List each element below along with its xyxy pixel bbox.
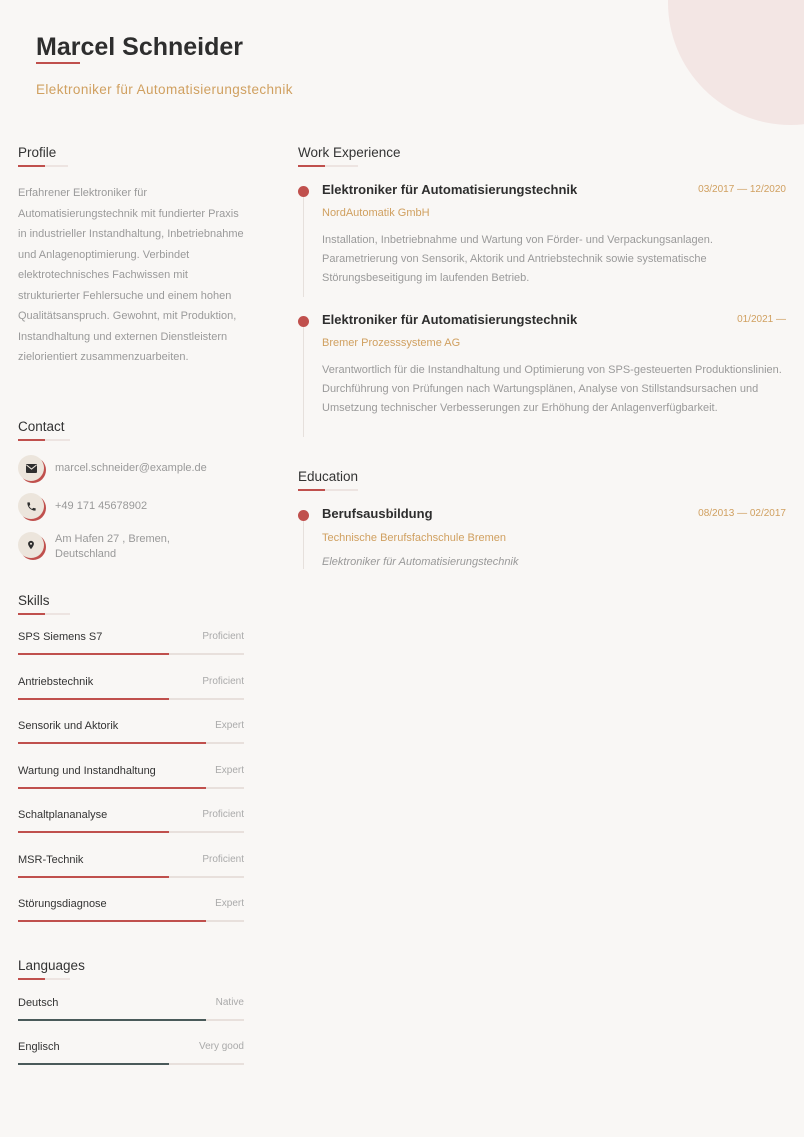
language-level: Very good <box>198 1041 244 1052</box>
contact-address-row <box>18 532 225 562</box>
language-bar-track <box>18 1019 244 1021</box>
skill-name: MSR-Technik <box>18 853 84 866</box>
skill-bar-track <box>18 876 244 878</box>
job-company: NordAutomatik GmbH <box>322 207 430 219</box>
timeline-line <box>303 521 304 569</box>
job-title: Elektroniker für Automatisierungstechnik <box>322 312 578 327</box>
timeline-line <box>303 197 304 297</box>
language-level: Native <box>215 997 244 1008</box>
job-date: 03/2017 — 12/2020 <box>698 184 786 195</box>
email-link[interactable]: marcel.schneider@example.de <box>55 462 207 474</box>
skill-bar-fill <box>18 742 206 744</box>
name-underline <box>36 62 80 64</box>
skills-heading: Skills <box>18 593 50 608</box>
language-bar-track <box>18 1063 244 1065</box>
timeline-dot <box>298 316 309 327</box>
skill-name: Schaltplananalyse <box>18 809 108 821</box>
job-title-subtitle: Elektroniker für Automatisierungstechnik <box>36 82 293 97</box>
skill-level: Proficient <box>202 853 244 865</box>
profile-text: Erfahrener Elektroniker für Automatisierungstechnik mit fundierter Praxis in industrieller Instandhaltung, Inbetriebnahme und Anlagenoptimierung. Verbindet elektrotechnisches Fachwissen mit strukturierter Fehlersuche und einem hohen Qualitätsanspruch. Gewohnt, mit Produktion, Instandhaltung und externen Dienstleistern zielorientiert zusammenzuarbeiten. <box>18 187 244 363</box>
skill-bar-track <box>18 742 244 744</box>
job-title: Elektroniker für Automatisierungstechnik <box>322 182 578 197</box>
skill-bar-fill <box>18 698 169 700</box>
location-icon <box>18 532 44 558</box>
job-date: 01/2021 — <box>737 314 786 325</box>
skill-bar-track <box>18 787 244 789</box>
skill-name: Störungsdiagnose <box>18 898 107 910</box>
skill-bar-fill <box>18 831 169 833</box>
education-date: 08/2013 — 02/2017 <box>698 508 786 519</box>
skill-name: Wartung und Instandhaltung <box>18 764 156 777</box>
skill-bar-track <box>18 831 244 833</box>
education-institution: Technische Berufsfachschule Bremen <box>322 532 507 544</box>
education-heading-underline <box>298 489 358 491</box>
languages-heading: Languages <box>18 958 85 973</box>
skill-bar-track <box>18 698 244 700</box>
timeline-line <box>303 327 304 437</box>
skill-level: Proficient <box>202 631 244 642</box>
skills-heading-underline <box>18 613 70 615</box>
skill-level: Expert <box>215 720 244 731</box>
skill-level: Proficient <box>202 675 244 687</box>
profile-heading-underline <box>18 165 68 167</box>
phone-link[interactable]: +49 171 45678902 <box>55 500 148 512</box>
contact-heading-underline <box>18 439 70 441</box>
education-note: Elektroniker für Automatisierungstechnik <box>322 556 519 568</box>
phone-icon <box>18 493 44 519</box>
languages-heading-underline <box>18 978 70 980</box>
education-heading: Education <box>298 469 359 484</box>
skill-level: Proficient <box>202 809 244 820</box>
language-name: Deutsch <box>18 997 59 1009</box>
skill-name: Antriebstechnik <box>18 675 94 688</box>
job-description: Verantwortlich für die Instandhaltung und Optimierung von SPS-gesteuerten Produktionslinien. Durchführung von Prüfungen nach Wartungsplänen, Analyse von Stillstandsursachen und Umsetzung technischer Verbesserungen zur Erhöhung der Anlagenverfügbarkeit. <box>322 364 782 414</box>
candidate-name: Marcel Schneider <box>36 33 244 61</box>
skill-bar-fill <box>18 876 169 878</box>
contact-phone-row <box>18 493 225 519</box>
education-title: Berufsausbildung <box>322 506 433 521</box>
email-icon <box>18 455 44 481</box>
skill-bar-fill <box>18 920 206 922</box>
language-bar-fill <box>18 1019 206 1021</box>
address-text: Am Hafen 27 , Bremen, Deutschland <box>55 533 170 560</box>
experience-heading: Work Experience <box>298 145 401 160</box>
skill-name: SPS Siemens S7 <box>18 631 103 643</box>
language-name: Englisch <box>18 1041 60 1053</box>
job-description: Installation, Inbetriebnahme und Wartung von Förder- und Verpackungsanlagen. Parametrierung von Sensorik, Aktorik und Antriebstechnik sowie systematische Störungsbeseitigung im laufenden Betrieb. <box>322 234 713 284</box>
skill-bar-track <box>18 653 244 655</box>
skill-level: Expert <box>215 764 244 776</box>
skill-name: Sensorik und Aktorik <box>18 720 119 732</box>
skill-level: Expert <box>215 898 244 909</box>
profile-heading: Profile <box>18 145 57 160</box>
experience-heading-underline <box>298 165 358 167</box>
skill-bar-track <box>18 920 244 922</box>
language-bar-fill <box>18 1063 169 1065</box>
timeline-dot <box>298 186 309 197</box>
job-company: Bremer Prozesssysteme AG <box>322 337 461 349</box>
contact-heading: Contact <box>18 419 65 434</box>
contact-email-row <box>18 455 225 481</box>
decorative-circle <box>668 0 804 125</box>
timeline-dot <box>298 510 309 521</box>
skill-bar-fill <box>18 787 206 789</box>
skill-bar-fill <box>18 653 169 655</box>
